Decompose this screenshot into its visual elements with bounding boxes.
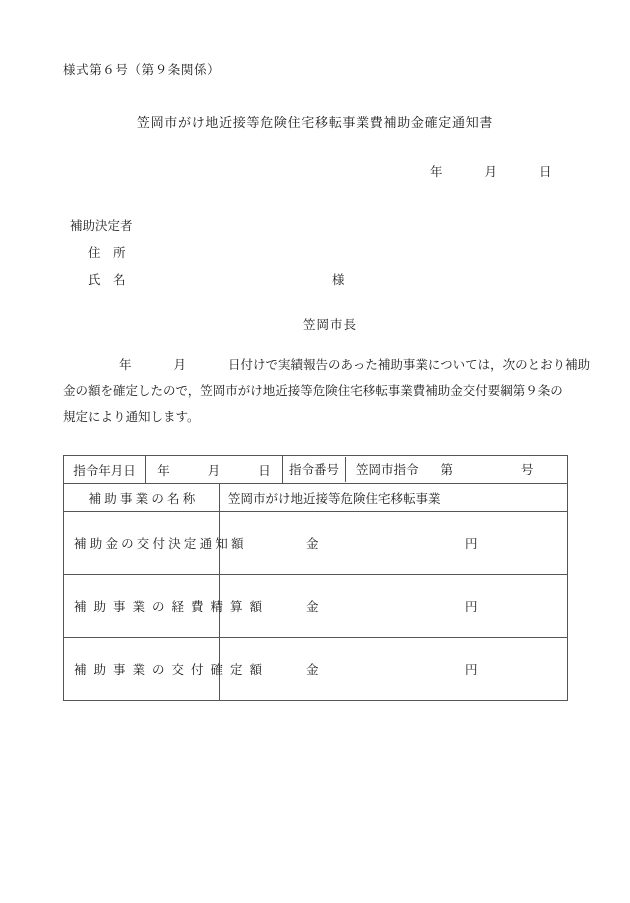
table-row [64, 575, 568, 638]
money-mark: 金 [306, 536, 319, 551]
confirmed-amount-label: 補助事業の交付確定額 [64, 638, 220, 701]
addressee-block [70, 212, 345, 293]
addressee-address-label: 住 所 [88, 245, 126, 260]
money-unit: 円 [465, 599, 478, 614]
body-year: 年 [118, 357, 132, 372]
order-number-prefix: 笠岡市指令 [356, 462, 419, 477]
body-line-1-text: 日付けで実績報告のあった補助事業については，次のとおり補助 [227, 357, 591, 372]
settlement-amount-label: 補助事業の経費精算額 [64, 575, 220, 638]
decision-notice-amount-value [220, 512, 568, 575]
issue-date-line [430, 162, 551, 180]
document-title: 笠岡市がけ地近接等危険住宅移転事業費補助金確定通知書 [136, 116, 494, 131]
issue-date-day: 日 [538, 164, 552, 179]
issue-date-year: 年 [430, 164, 443, 179]
order-date-label: 指令年月日 [64, 456, 146, 484]
order-number-gou: 号 [521, 462, 534, 477]
money-unit: 円 [465, 662, 478, 677]
confirmed-amount-value [220, 638, 568, 701]
issue-date-month: 月 [484, 164, 497, 179]
order-number-cell [283, 456, 568, 484]
order-date-month: 月 [207, 462, 221, 478]
form-number: 様式第６号（第９条関係） [63, 62, 221, 77]
body-paragraph [63, 352, 591, 430]
issuer-name: 笠岡市長 [302, 317, 357, 332]
money-mark: 金 [306, 662, 319, 677]
order-date-day: 日 [258, 462, 271, 478]
money-unit: 円 [465, 536, 478, 551]
order-number-value [346, 457, 534, 482]
body-line-1 [63, 352, 591, 378]
table-row [64, 456, 568, 484]
body-line-3: 規定により通知します。 [63, 409, 200, 424]
table-row [64, 512, 568, 575]
project-name-label: 補助事業の名称 [64, 484, 220, 512]
table-row [64, 484, 568, 512]
addressee-honorific: 様 [331, 272, 345, 287]
order-number-dai: 第 [440, 462, 454, 477]
order-date-year: 年 [157, 462, 170, 478]
project-name-value: 笠岡市がけ地近接等危険住宅移転事業 [220, 484, 568, 512]
table-row [64, 638, 568, 701]
body-line-2: 金の額を確定したので，笠岡市がけ地近接等危険住宅移転事業費補助金交付要綱第９条の [63, 383, 563, 398]
addressee-name-label: 氏 名 [88, 272, 126, 287]
subsidy-table [63, 455, 568, 701]
body-month: 月 [173, 357, 186, 372]
decision-notice-amount-label: 補助金の交付決定通知額 [64, 512, 220, 575]
settlement-amount-value [220, 575, 568, 638]
addressee-name-row [70, 266, 345, 293]
money-mark: 金 [306, 599, 319, 614]
order-number-label: 指令番号 [283, 457, 346, 482]
addressee-heading: 補助決定者 [70, 218, 133, 233]
order-date-value [146, 456, 283, 484]
